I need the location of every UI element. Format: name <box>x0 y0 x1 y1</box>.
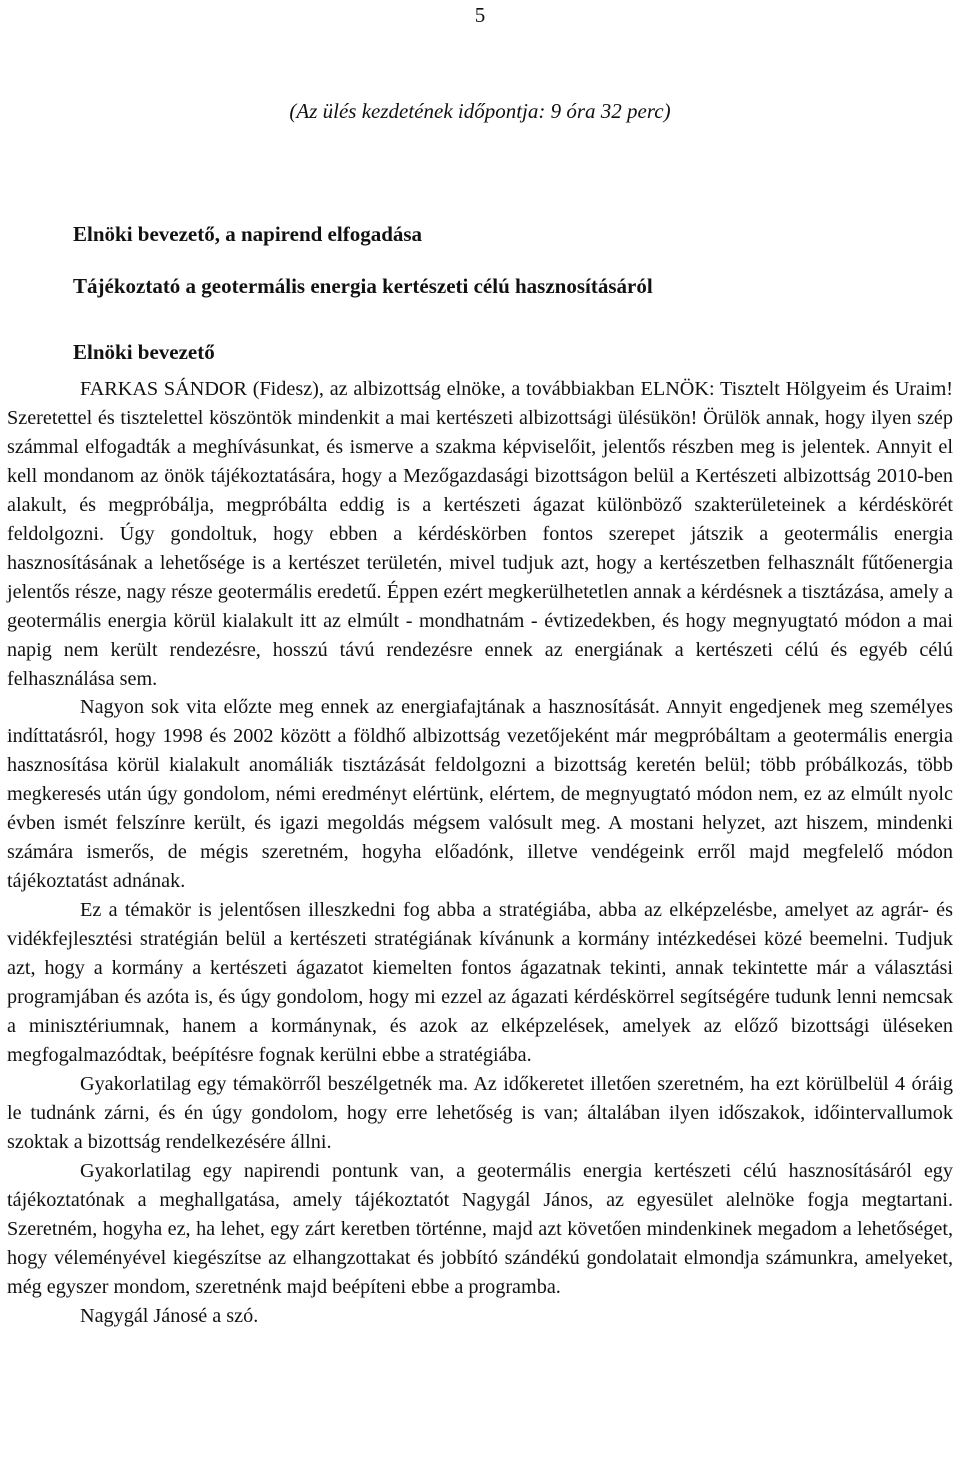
topic-heading: Tájékoztató a geotermális energia kertészeti célú hasznosításáról <box>73 274 653 298</box>
transcript-body <box>7 375 953 1330</box>
paragraph-3: Ez a témakör is jelentősen illeszkedni fog abba a stratégiába, abba az elképzelésbe, amelyet az agrár- és vidékfejlesztési stratégián belül a kertészeti stratégiának kívánunk a kormány intézkedései közé beemelni. Tudjuk azt, hogy a kormány a kertészeti ágazatot kiemelten fontos ágazatnak tekinti, annak tekintette már a választási programjában és azóta is, és úgy gondolom, hogy mi ezzel az ágazati kérdéskörrel segítségére tudunk lenni nemcsak a minisztériumnak, hanem a kormánynak, és azok az elképzelések, amelyek az előző bizottsági üléseken megfogalmazódtak, beépítésre fognak kerülni ebbe a stratégiába. <box>7 899 953 1066</box>
paragraph-5: Gyakorlatilag egy napirendi pontunk van, a geotermális energia kertészeti célú hasznosításáról egy tájékoztatónak a meghallgatása, amely tájékoztatót Nagygál János, az egyesület alelnöke fogja megtartani. Szeretném, hogyha ez, ha lehet, egy zárt keretben történne, majd azt követően mindenkinek megadom a lehetőséget, hogy véleményével kiegészítse az elhangzottakat és jobbító szándékú gondolatait elmondja számunkra, amelyeket, még egyszer mondom, szeretnénk majd beépíteni ebbe a programba. <box>7 1159 953 1298</box>
paragraph-4: Gyakorlatilag egy témakörről beszélgetnék ma. Az időkeretet illetően szeretném, ha ezt körülbelül 4 óráig le tudnánk zárni, és én úgy gondolom, hogy erre lehetőség is van; általában ilyen időszakok, időintervallumok szoktak a bizottság rendelkezésére állni. <box>7 1072 953 1153</box>
agenda-heading: Elnöki bevezető, a napirend elfogadása <box>73 222 423 246</box>
paragraph-1: FARKAS SÁNDOR (Fidesz), az albizottság elnöke, a továbbiakban ELNÖK: Tisztelt Hölgyeim és Uraim! Szeretettel és tisztelettel köszöntök mindenkit a mai kertészeti albizottsági ülésükön! Örülök annak, hogy ilyen szép számmal elfogadták a meghívásunkat, és ismerve a szakma képviselőit, jelentős részben meg is jelentek. Annyit el kell mondanom az önök tájékoztatására, hogy a Mezőgazdasági bizottságon belül a Kertészeti albizottság 2010-ben alakult, és megpróbálja, megpróbálta eddig is a kertészeti ágazat különböző szakterületeinek a kérdéskörét feldolgozni. Úgy gondoltuk, hogy ebben a kérdéskörben fontos szerepet játszik a geotermális energia hasznosításának a lehetősége is a kertészet területén, mivel tudjuk azt, hogy a kertészetben felhasznált fűtőenergia jelentős része, nagy része geotermális eredetű. Éppen ezért megkerülhetetlen annak a kérdésnek a tisztázása, amely a geotermális energia körül kialakult itt az elmúlt - mondhatnám - évtizedekben, és hogy megnyugtató módon a mai napig nem került rendezésre, hosszú távú rendezésre ennek az energiának a kertészeti célú és egyéb célú felhasználása sem. <box>7 378 953 690</box>
paragraph-2: Nagyon sok vita előzte meg ennek az energiafajtának a hasznosítását. Annyit engedjenek meg személyes indíttatásról, hogy 1998 és 2002 között a földhő albizottság vezetőjeként már megpróbáltam a geotermális energia hasznosítása körül kialakult anomáliák tisztázását feldolgozni a bizottság keretén belül; több próbálkozás, több megkeresés után úgy gondolom, némi eredményt elértünk, elértem, de megnyugtató módon nem, ez az elmúlt nyolc évben ismét felszínre került, és igazi megoldás mégsem valósult meg. A mostani helyzet, azt hiszem, mindenki számára ismerős, de mégis szeretném, hogyha előadónk, illetve vendégeink erről majd megfelelő módon tájékoztatást adnának. <box>7 696 953 893</box>
page-number: 5 <box>474 3 486 27</box>
session-start-time: (Az ülés kezdetének időpontja: 9 óra 32 perc) <box>289 99 671 123</box>
section-heading: Elnöki bevezető <box>73 340 215 364</box>
paragraph-6: Nagygál Jánosé a szó. <box>80 1304 259 1327</box>
